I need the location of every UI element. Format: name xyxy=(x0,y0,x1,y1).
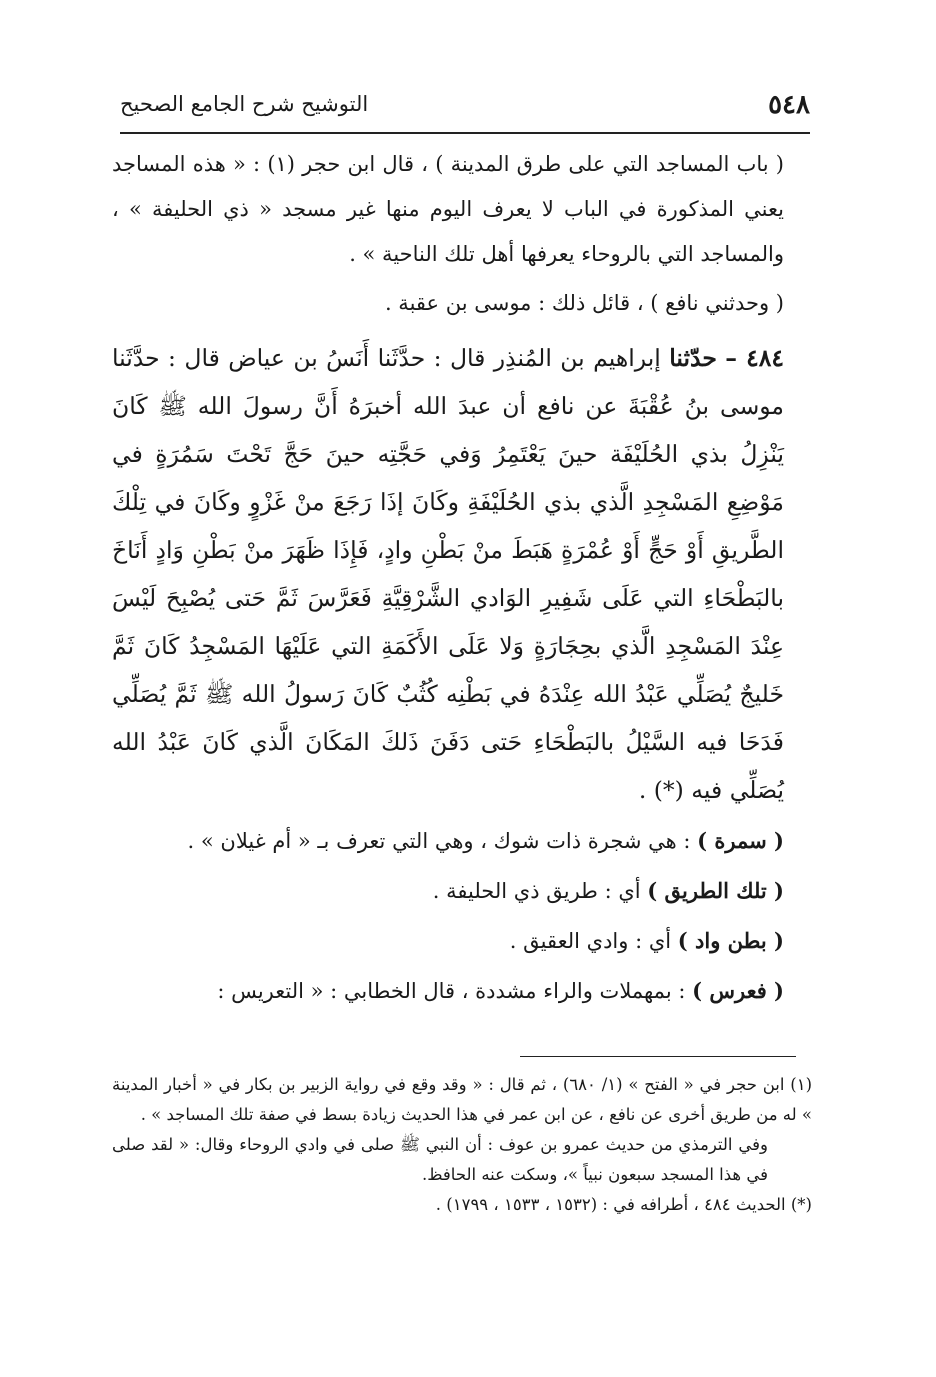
hadith-lead: حدّثنا xyxy=(669,344,717,372)
gloss-arras xyxy=(112,968,812,1014)
gloss-text: أي : طريق ذي الحليفة . xyxy=(432,879,641,903)
hadith-paragraph xyxy=(112,334,812,814)
gloss-tariq xyxy=(112,868,812,914)
gloss-term: ( سمرة ) xyxy=(697,828,784,853)
footnote-1: (١) ابن حجر في « الفتح » (١/ ٦٨٠) ، ثم قال : « وقد وقع في رواية الزبير بن بكار في « أخبار المدينة » له من طريق أخرى عن نافع ، عن ابن عمر في هذا الحديث زيادة بسط في صفة تلك المساجد » . xyxy=(112,1075,812,1124)
page-header xyxy=(120,90,810,130)
footnote-hadith-refs: (*) الحديث ٤٨٤ ، أطرافه في : (١٥٣٢ ، ١٥٣٣ ، ١٧٩٩) . xyxy=(435,1195,812,1214)
running-title: التوشيح شرح الجامع الصحيح xyxy=(120,92,369,116)
footnotes xyxy=(112,1070,812,1220)
gloss-batn-wad xyxy=(112,918,812,964)
gloss-text: : هي شجرة ذات شوك ، وهي التي تعرف بـ « أم غيلان » . xyxy=(187,829,691,853)
gloss-term: ( بطن واد ) xyxy=(677,928,784,953)
footnote-rule xyxy=(520,1056,796,1057)
hadith-text: إبراهيم بن المُنذِر قال : حدَّثَنا أَنَسُ بن عياض قال : حدَّثَنا موسى بنُ عُقْبَةَ عن نافع أن عبدَ الله أخبرَهُ أَنَّ رسولَ الله ﷺ كَانَ يَنْزِلُ بذي الحُلَيْفَة حينَ يَعْتَمِرُ وَفي حَجَّتِه حينَ حَجَّ تَحْتَ سَمُرَةٍ في مَوْضِعِ المَسْجِدِ الَّذي بذي الحُلَيْفَةِ وكَانَ إذَا رَجَعَ منْ غَزْوٍ وكَانَ في تِلْكَ الطَّريقِ أَوْ حَجٍّ أَوْ عُمْرَةٍ هَبَطَ منْ بَطْنِ وادٍ، فَإِذَا ظَهَرَ منْ بَطْنِ وَادٍ أَنَاخَ بالبَطْحَاءِ التي عَلَى شَفِيرِ الوَادي الشَّرْقِيَّةِ فَعَرَّسَ ثَمَّ حَتى يُصْبِحَ لَيْسَ عِنْدَ المَسْجِدِ الَّذي بحِجَارَةٍ وَلا عَلَى الأَكَمَةِ التي عَلَيْهَا المَسْجِدُ كَانَ ثَمَّ خَليجٌ يُصَلِّي عَبْدُ الله عِنْدَهُ في بَطْنِه كُثُبٌ كَانَ رَسولُ الله ﷺ ثَمَّ يُصَلِّي فَدَحَا فيه السَّيْلُ بالبَطْحَاءِ حَتى دَفَنَ ذَلكَ المَكَانَ الَّذي كَانَ عَبْدُ الله يُصَلِّي فيه (*) . xyxy=(112,344,784,804)
footnote-1-continued: وفي الترمذي من حديث عمرو بن عوف : أن النبي ﷺ صلى في وادي الروحاء وقال: « لقد صلى في هذا المسجد سبعون نبياً »، وسكت عنه الحافظ. xyxy=(112,1135,768,1184)
gloss-samura xyxy=(112,818,812,864)
gloss-term: ( تلك الطريق ) xyxy=(647,878,784,903)
chapter-commentary: ( باب المساجد التي على طرق المدينة ) ، قال ابن حجر (١) : « هذه المساجد يعني المذكورة في الباب لا يعرف اليوم منها غير مسجد « ذي الحليفة » ، والمساجد التي بالروحاء يعرفها أهل تلك الناحية » . xyxy=(112,152,784,266)
header-rule xyxy=(120,132,810,134)
gloss-text: أي : وادي العقيق . xyxy=(509,929,672,953)
narrator-note: ( وحدثني نافع ) ، قائل ذلك : موسى بن عقبة . xyxy=(384,291,784,315)
page-number: ٥٤٨ xyxy=(768,90,810,120)
hadith-number: ٤٨٤ – xyxy=(725,344,784,372)
main-text xyxy=(112,142,812,1018)
gloss-term: ( فعرس ) xyxy=(692,978,784,1003)
gloss-text: : بمهملات والراء مشددة ، قال الخطابي : « التعريس : xyxy=(217,979,686,1003)
